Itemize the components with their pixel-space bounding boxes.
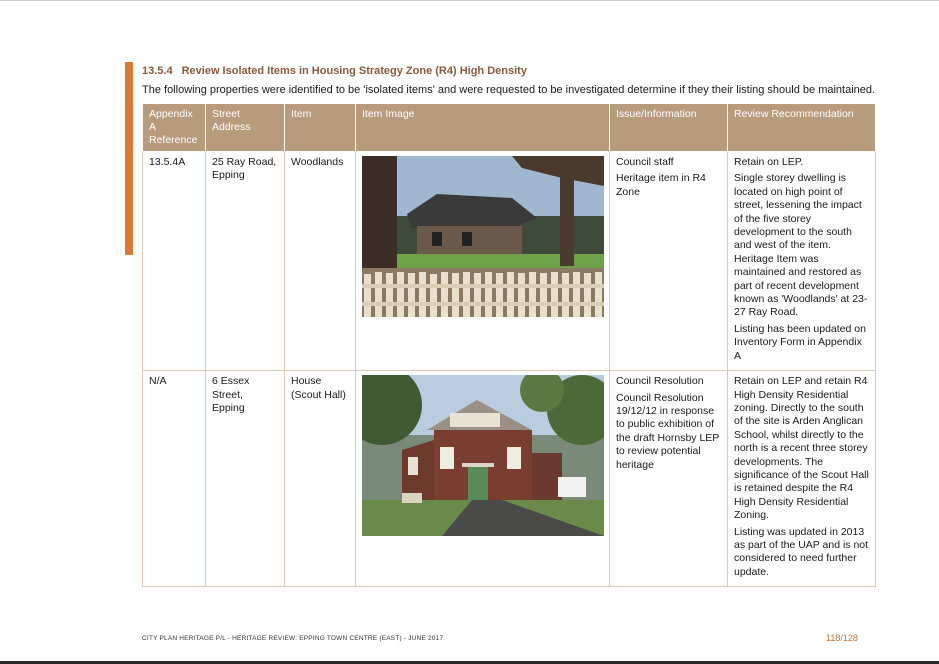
section-title: Review Isolated Items in Housing Strategy Zone (R4) High Density <box>181 65 527 77</box>
woodlands-photo <box>362 156 604 317</box>
issue-line: Heritage item in R4 Zone <box>616 172 706 198</box>
section-intro: The following properties were identified to be 'isolated items' and were requested to be investigated determine if they their listing should be maintained. <box>142 84 876 96</box>
footer-text: CITY PLAN HERITAGE P/L - HERITAGE REVIEW: EPPING TOWN CENTRE (EAST) - JUNE 2017 <box>142 635 444 642</box>
header-image: Item Image <box>356 104 610 152</box>
cell-issue <box>610 152 728 371</box>
cell-recommendation <box>728 371 876 587</box>
cell-address: 25 Ray Road, Epping <box>206 152 285 371</box>
issue-line: Council Resolution 19/12/12 in response to public exhibition of the draft Hornsby LEP to review potential heritage <box>616 391 720 471</box>
recommendation-paragraph: Listing has been updated on Inventory Form in Appendix A <box>734 322 866 362</box>
header-reference: Appendix A Reference <box>143 104 206 152</box>
issue-line: Council staff <box>616 156 674 168</box>
cell-recommendation <box>728 152 876 371</box>
recommendation-paragraph: Listing was updated in 2013 as part of the UAP and is not considered to need further update. <box>734 525 869 578</box>
table-header-row <box>143 104 876 152</box>
header-item: Item <box>285 104 356 152</box>
cell-reference: 13.5.4A <box>143 152 206 371</box>
header-recommendation: Review Recommendation <box>728 104 876 152</box>
cell-item: House (Scout Hall) <box>285 371 356 587</box>
table-row <box>143 152 876 371</box>
recommendation-paragraph: Single storey dwelling is located on high point of street, lessening the impact of the five storey development to the south and west of the item. Heritage Item was maintained and restored as part of recent development known as 'Woodlands' at 23-27 Ray Road. <box>734 172 868 319</box>
recommendation-paragraph: Retain on LEP and retain R4 High Density Residential zoning. Directly to the south of the site is Arden Anglican School, whilst directly to the north is a recent three storey developments. The significance of the Scout Hall is retained despite the R4 High Density Residential Zoning. <box>734 375 869 522</box>
header-address: Street Address <box>206 104 285 152</box>
issue-line: Council Resolution <box>616 375 704 388</box>
section-heading <box>142 65 527 77</box>
header-issue: Issue/Information <box>610 104 728 152</box>
cell-issue <box>610 371 728 587</box>
cell-image <box>356 371 610 587</box>
table-row <box>143 371 876 587</box>
cell-image <box>356 152 610 371</box>
cell-reference: N/A <box>143 371 206 587</box>
cell-address: 6 Essex Street, Epping <box>206 371 285 587</box>
page-number: 118/128 <box>826 633 858 643</box>
scout-hall-photo <box>362 375 604 536</box>
top-rule <box>0 0 939 1</box>
recommendation-paragraph: Retain on LEP. <box>734 156 804 168</box>
cell-item: Woodlands <box>285 152 356 371</box>
section-accent-bar <box>125 62 133 255</box>
section-number: 13.5.4 <box>142 65 173 77</box>
review-table <box>142 103 876 587</box>
